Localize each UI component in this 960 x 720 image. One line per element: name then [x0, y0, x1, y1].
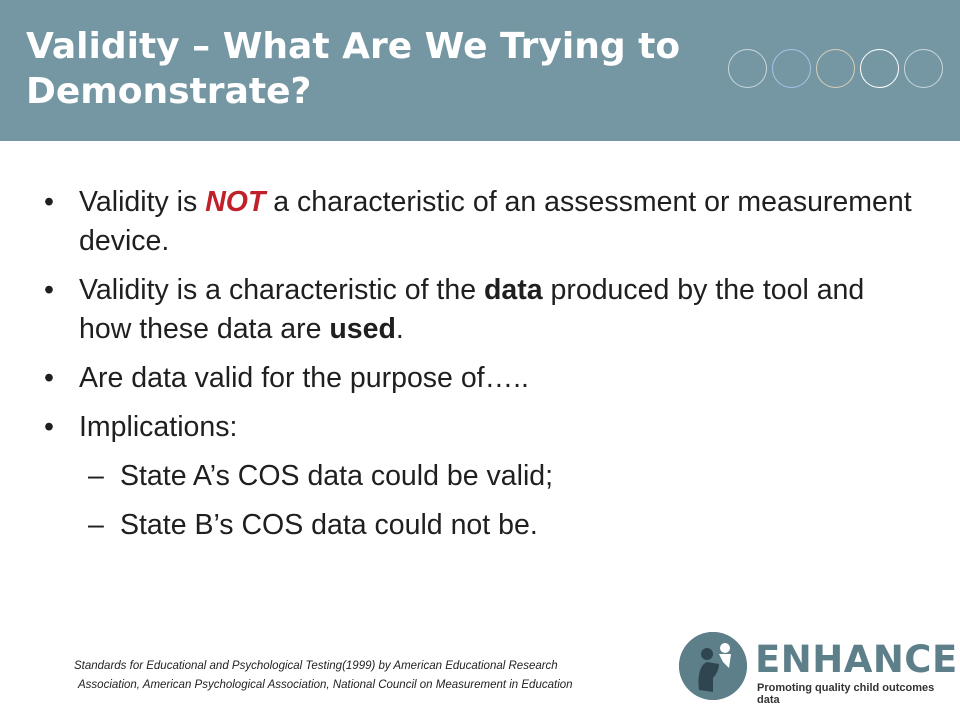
citation-line: Association, American Psychological Association, National Council on Measurement in Education: [78, 679, 573, 691]
parent-child-silhouette-icon: [679, 632, 747, 700]
citation: [74, 657, 674, 695]
sub-bullet-marker: –: [88, 460, 104, 492]
bullet-text: Validity is a characteristic of the: [79, 274, 484, 306]
bullet-item: [44, 359, 924, 398]
title-bar: [0, 0, 960, 141]
emphasis-used: used: [329, 313, 396, 345]
emphasis-not: NOT: [205, 186, 266, 218]
slide-title: Validity – What Are We Trying to Demonstrate?: [26, 26, 681, 112]
emphasis-data: data: [483, 274, 543, 306]
logo-wordmark: ENHANCE: [755, 638, 958, 681]
bullet-text: .: [395, 313, 404, 345]
bullet-text: produced by the tool and how these data are: [79, 274, 865, 345]
bullet-marker: •: [44, 274, 54, 306]
sub-bullet-text: State A’s COS data could be valid;: [120, 460, 554, 492]
enhance-logo: [679, 632, 958, 706]
logo-tagline: Promoting quality child outcomes data: [757, 682, 935, 706]
circle-icon: [860, 49, 899, 88]
bullet-text: Validity is: [79, 186, 206, 218]
bullet-item: [44, 408, 924, 447]
circle-icon: [728, 49, 767, 88]
bullet-list: [44, 183, 924, 555]
citation-line: Standards for Educational and Psychological Testing(1999) by American Educational Research: [74, 660, 558, 672]
bullet-item: [44, 271, 924, 349]
circle-icon: [816, 49, 855, 88]
circle-icon: [772, 49, 811, 88]
sub-bullet-marker: –: [88, 509, 104, 541]
sub-bullet-item: [44, 506, 924, 545]
sub-bullet-item: [44, 457, 924, 496]
bullet-text: Implications:: [79, 411, 238, 443]
bullet-marker: •: [44, 186, 54, 218]
bullet-text: a characteristic of an assessment or measurement device.: [79, 186, 912, 257]
bullet-text: Are data valid for the purpose of…..: [79, 362, 529, 394]
bullet-marker: •: [44, 362, 54, 394]
sub-bullet-text: State B’s COS data could not be.: [120, 509, 538, 541]
circle-icon: [904, 49, 943, 88]
bullet-marker: •: [44, 411, 54, 443]
bullet-item: [44, 183, 924, 261]
